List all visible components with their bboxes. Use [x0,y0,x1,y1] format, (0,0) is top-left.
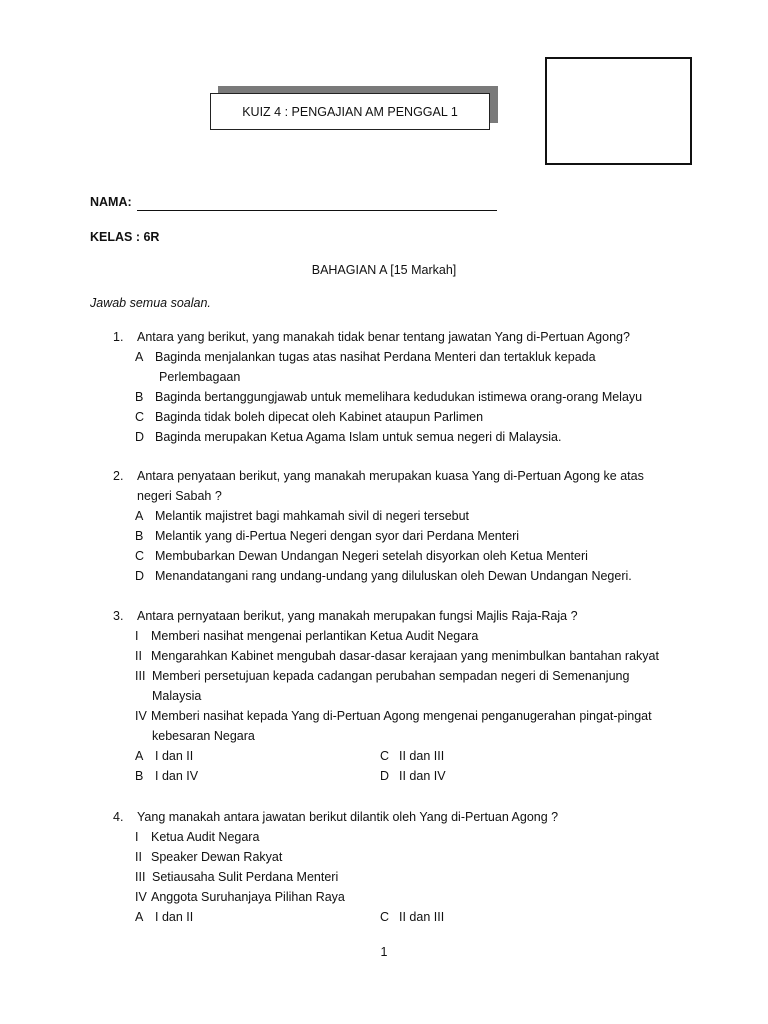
option-text: Perlembagaan [159,370,241,384]
choice-text: I dan IV [155,769,199,783]
statement-text: Ketua Audit Negara [151,830,260,844]
statement-key: I [135,629,139,643]
option-key: D [135,430,145,444]
question-stem: Yang manakah antara jawatan berikut dilantik oleh Yang di-Pertuan Agong ? [137,810,559,824]
option-key: B [135,390,144,404]
section-title: BAHAGIAN A [15 Markah] [311,263,457,277]
photo-box [545,57,692,165]
choice-text: II dan III [399,749,445,763]
instruction: Jawab semua soalan. [90,296,211,310]
page-number: 1 [380,945,388,959]
option-key: A [135,509,144,523]
statement-key: II [135,850,142,864]
statement-text: Memberi nasihat kepada Yang di-Pertuan Agong mengenai penganugerahan pingat-pingat [151,709,652,723]
quiz-title: KUIZ 4 : PENGAJIAN AM PENGGAL 1 [242,104,458,119]
statement-key: IV [135,890,147,904]
option-text: Baginda tidak boleh dipecat oleh Kabinet ataupun Parlimen [155,410,484,424]
option-key: C [135,549,145,563]
question-number: 4. [113,810,124,824]
name-label: NAMA: [90,195,132,209]
choice-text: I dan II [155,749,194,763]
choice-key: A [135,910,144,924]
option-key: A [135,350,144,364]
choice-key: C [380,749,390,763]
option-key: B [135,529,144,543]
statement-text: Malaysia [152,689,202,703]
choice-key: C [380,910,390,924]
quiz-title-box [210,93,490,130]
option-key: C [135,410,145,424]
option-text: Baginda menjalankan tugas atas nasihat Perdana Menteri dan tertakluk kepada [155,350,596,364]
choice-text: II dan IV [399,769,446,783]
choice-key: A [135,749,144,763]
option-text: Melantik majistret bagi mahkamah sivil di negeri tersebut [155,509,470,523]
statement-key: III [135,669,146,683]
choice-text: I dan II [155,910,194,924]
question-number: 3. [113,609,124,623]
question-number: 2. [113,469,124,483]
question-stem: Antara penyataan berikut, yang manakah merupakan kuasa Yang di-Pertuan Agong ke atas [137,469,644,483]
name-line [137,210,497,211]
option-key: D [135,569,145,583]
statement-text: Anggota Suruhanjaya Pilihan Raya [151,890,345,904]
choice-key: D [380,769,390,783]
statement-text: Memberi nasihat mengenai perlantikan Ketua Audit Negara [151,629,479,643]
option-text: Baginda merupakan Ketua Agama Islam untuk semua negeri di Malaysia. [155,430,562,444]
option-text: Baginda bertanggungjawab untuk memelihara kedudukan istimewa orang-orang Melayu [155,390,643,404]
question-stem: Antara yang berikut, yang manakah tidak benar tentang jawatan Yang di-Pertuan Agong? [137,330,630,344]
statement-key: III [135,870,146,884]
statement-key: IV [135,709,147,723]
statement-text: kebesaran Negara [152,729,255,743]
question-stem: Antara pernyataan berikut, yang manakah merupakan fungsi Majlis Raja-Raja ? [137,609,578,623]
statement-text: Memberi persetujuan kepada cadangan perubahan sempadan negeri di Semenanjung [152,669,630,683]
choice-text: II dan III [399,910,445,924]
statement-key: II [135,649,142,663]
option-text: Melantik yang di-Pertua Negeri dengan syor dari Perdana Menteri [155,529,520,543]
statement-text: Speaker Dewan Rakyat [151,850,283,864]
statement-text: Setiausaha Sulit Perdana Menteri [152,870,339,884]
option-text: Membubarkan Dewan Undangan Negeri setelah disyorkan oleh Ketua Menteri [155,549,588,563]
statement-key: I [135,830,139,844]
option-text: Menandatangani rang undang-undang yang diluluskan oleh Dewan Undangan Negeri. [155,569,632,583]
class-label: KELAS : 6R [90,230,160,244]
statement-text: Mengarahkan Kabinet mengubah dasar-dasar kerajaan yang menimbulkan bantahan rakyat [151,649,659,663]
choice-key: B [135,769,144,783]
question-number: 1. [113,330,124,344]
question-stem: negeri Sabah ? [137,489,222,503]
